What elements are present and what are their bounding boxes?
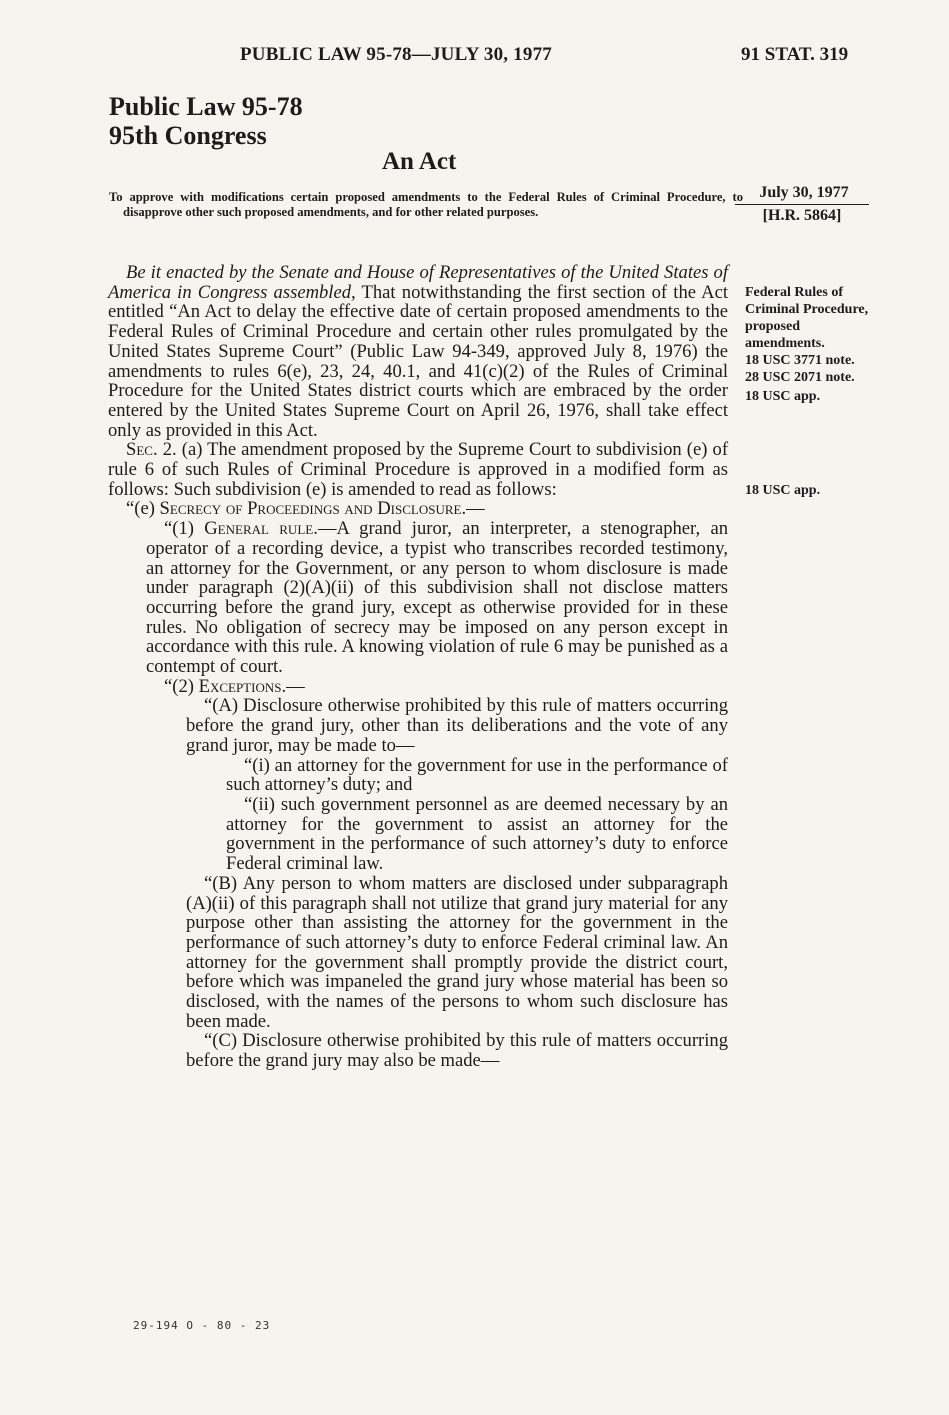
subparagraph-a: “(A) Disclosure otherwise prohibited by this rule of matters occurring before the grand jury, other than its deliberations and the vote of any grand juror, may be made to— — [186, 695, 728, 756]
purpose-clause: To approve with modifications certain proposed amendments to the Federal Rules of Criminal Procedure, to disapprove other such proposed amendments, and for other related purposes. — [109, 190, 743, 219]
clause-i: “(i) an attorney for the government for use in the performance of such attorney’s duty; and — [226, 754, 728, 796]
paragraph-1-heading: General rule.— — [204, 518, 337, 540]
statute-citation: 91 STAT. 319 — [741, 44, 849, 65]
section-2 — [108, 440, 728, 499]
subdivision-e-label: “(e) — [126, 498, 155, 520]
bill-number: [H.R. 5864] — [762, 207, 842, 224]
date-margin — [735, 182, 869, 227]
section-2-label: Sec. 2. — [126, 439, 177, 461]
paragraph-1-label: “(1) — [164, 518, 194, 540]
paragraph-2-heading: Exceptions.— — [198, 675, 305, 697]
subparagraph-b: “(B) Any person to whom matters are disclosed under subparagraph (A)(ii) of this paragraph shall not utilize that grand jury material for any purpose other than assisting the attorney for the government in the performance of such attorney’s duty to enforce Federal criminal law. An attorney for the government shall promptly provide the district court, before which was impaneled the grand jury whose material has been so disclosed, with the names of the persons to whom such disclosure has been made. — [186, 872, 728, 1032]
subdivision-e-heading: Secrecy of Proceedings and Disclosure.— — [159, 498, 485, 520]
section-1 — [108, 263, 728, 440]
margin-notes-group-2 — [745, 482, 875, 499]
section-2-text: (a) The amendment proposed by the Supreme Court to subdivision (e) of rule 6 of such Rules of Criminal Procedure is approved in a modified form as follows: Such subdivision (e) is amended to read as follows: — [108, 439, 729, 500]
margin-note: 18 USC 3771 note. — [745, 353, 855, 368]
enactment-date: July 30, 1977 — [735, 182, 869, 205]
margin-note: 18 USC app. — [745, 483, 821, 498]
subdivision-e — [108, 499, 728, 519]
paragraph-2-label: “(2) — [164, 675, 194, 697]
act-heading: An Act — [382, 148, 457, 175]
paragraph-1 — [108, 519, 728, 677]
law-number: Public Law 95-78 — [109, 92, 303, 121]
paragraph-2 — [108, 677, 728, 697]
subparagraph-c: “(C) Disclosure otherwise prohibited by this rule of matters occurring before the grand jury may also be made— — [186, 1030, 728, 1072]
margin-note: Federal Rules of Criminal Procedure, proposed amendments. — [745, 285, 869, 351]
running-head: PUBLIC LAW 95-78—JULY 30, 1977 — [240, 44, 552, 65]
act-body — [108, 263, 728, 1071]
margin-note: 18 USC app. — [745, 389, 821, 404]
clause-ii: “(ii) such government personnel as are deemed necessary by an attorney for the government to assist an attorney for the government in the performance of such attorney’s duty to enforce Federal criminal law. — [226, 793, 728, 875]
paragraph-1-text: A grand juror, an interpreter, a stenographer, an operator of a recording device, a typist who transcribes recorded testimony, an attorney for the Government, or any person to whom disclosure is made under paragraph (2)(A)(ii) of this subdivision shall not disclose matters occurring before the grand jury, except as otherwise provided for in these rules. No obligation of secrecy may be imposed on any person except in accordance with this rule. A knowing violation of rule 6 may be punished as a contempt of court. — [146, 518, 729, 678]
margin-note: 28 USC 2071 note. — [745, 370, 855, 385]
enacting-clause: Be it enacted by the Senate and House of Representatives of the United States of America in Congress assembled, — [108, 262, 728, 303]
margin-notes-group-1 — [745, 284, 875, 405]
section-1-text: That notwithstanding the first section of the Act entitled “An Act to delay the effective date of certain proposed amendments to the Federal Rules of Criminal Procedure and certain other rules promulgated by the United States Supreme Court” (Public Law 94-349, approved July 8, 1976) the amendments to rules 6(e), 23, 24, 40.1, and 41(c)(2) of the Rules of Criminal Procedure for the United States district courts which are embraced by the order entered by the United States Supreme Court on April 26, 1976, shall take effect only as provided in this Act. — [108, 281, 729, 441]
congress-label: 95th Congress — [109, 121, 267, 150]
print-code: 29-194 O - 80 - 23 — [133, 1319, 271, 1332]
